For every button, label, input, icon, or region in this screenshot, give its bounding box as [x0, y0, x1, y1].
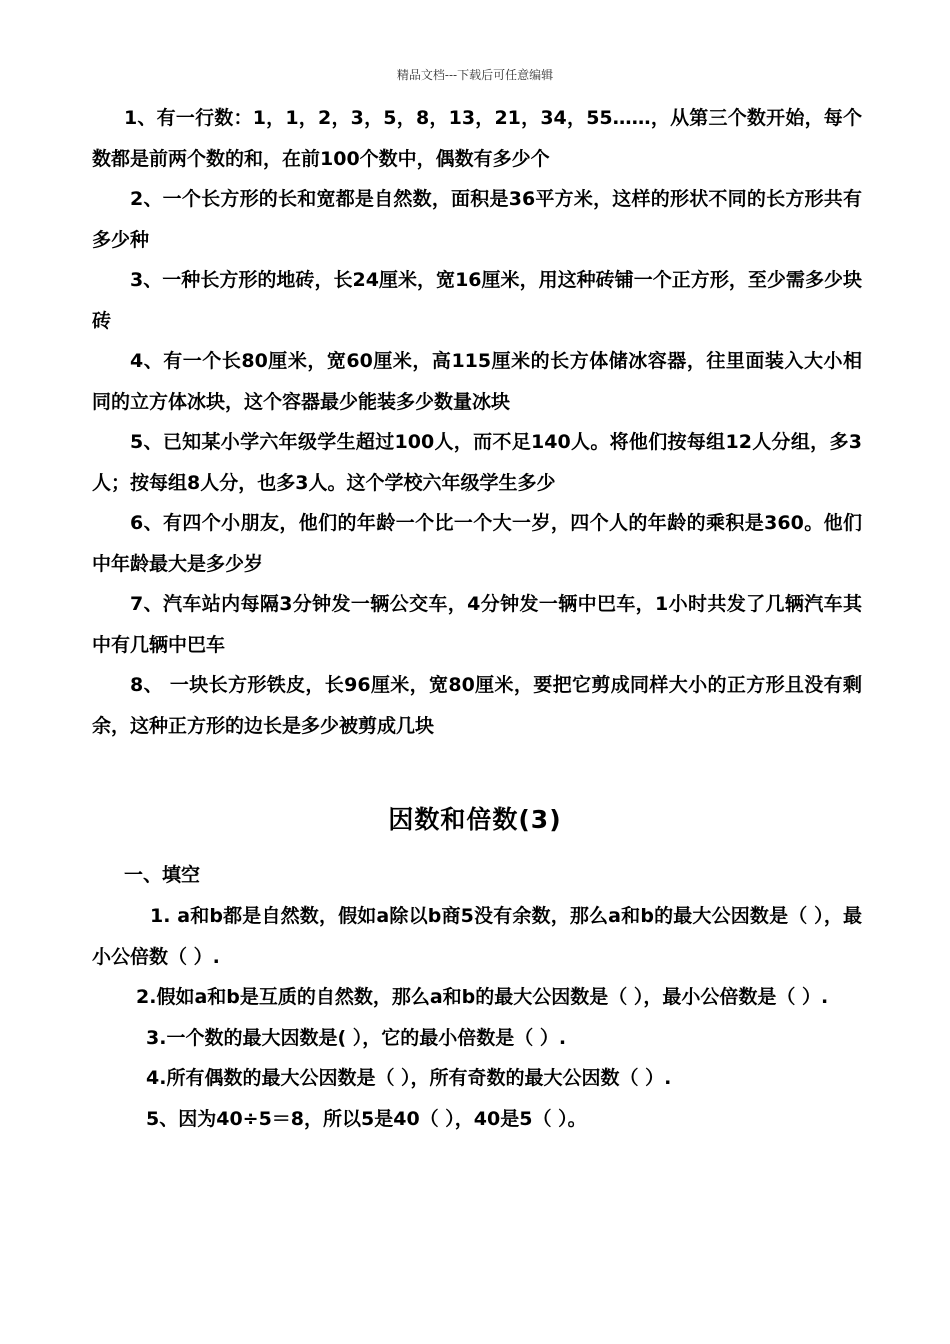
section-title: 因数和倍数(3)	[388, 805, 562, 834]
fill-in-question-3: 3.一个数的最大因数是( ），它的最小倍数是（ ）.	[146, 1026, 567, 1049]
page-header-watermark: 精品文档---下载后可任意编辑	[396, 68, 554, 82]
fill-in-question-2: 2.假如a和b是互质的自然数，那么a和b的最大公因数是（ ），最小公倍数是（ ）.	[136, 986, 829, 1008]
problem-1: 1、有一行数：1，1，2，3，5，8，13，21，34，55……，从第三个数开始，每个数都是前两个数的和，在前100个数中，偶数有多少个	[92, 107, 862, 170]
problem-2: 2、一个长方形的长和宽都是自然数，面积是36平方米，这样的形状不同的长方形共有多少种	[92, 188, 862, 251]
problem-3: 3、一种长方形的地砖，长24厘米，宽16厘米，用这种砖铺一个正方形，至少需多少块砖	[92, 269, 862, 332]
problem-7: 7、汽车站内每隔3分钟发一辆公交车，4分钟发一辆中巴车，1小时共发了几辆汽车其中有几辆中巴车	[92, 593, 862, 656]
fill-in-question-5: 5、因为40÷5＝8，所以5是40（ ），40是5（ ）。	[146, 1107, 587, 1130]
fill-in-question-4: 4.所有偶数的最大公因数是（ ），所有奇数的最大公因数（ ）.	[146, 1067, 672, 1089]
section-subheading: 一、填空	[124, 864, 201, 886]
fill-in-list	[92, 896, 862, 1139]
fill-in-question-1: 1. a和b都是自然数，假如a除以b商5没有余数，那么a和b的最大公因数是（ ），最小公倍数（ ）.	[92, 905, 862, 968]
problem-5: 5、已知某小学六年级学生超过100人，而不足140人。将他们按每组12人分组，多3人；按每组8人分，也多3人。这个学校六年级学生多少	[92, 431, 862, 494]
problem-4: 4、有一个长80厘米，宽60厘米，高115厘米的长方体储冰容器，往里面装入大小相同的立方体冰块，这个容器最少能装多少数量冰块	[92, 350, 862, 413]
problem-6: 6、有四个小朋友，他们的年龄一个比一个大一岁，四个人的年龄的乘积是360。他们中年龄最大是多少岁	[92, 512, 862, 575]
problem-8: 8、 一块长方形铁皮，长96厘米，宽80厘米，要把它剪成同样大小的正方形且没有剩余，这种正方形的边长是多少被剪成几块	[92, 674, 862, 737]
word-problems-list	[92, 98, 862, 746]
